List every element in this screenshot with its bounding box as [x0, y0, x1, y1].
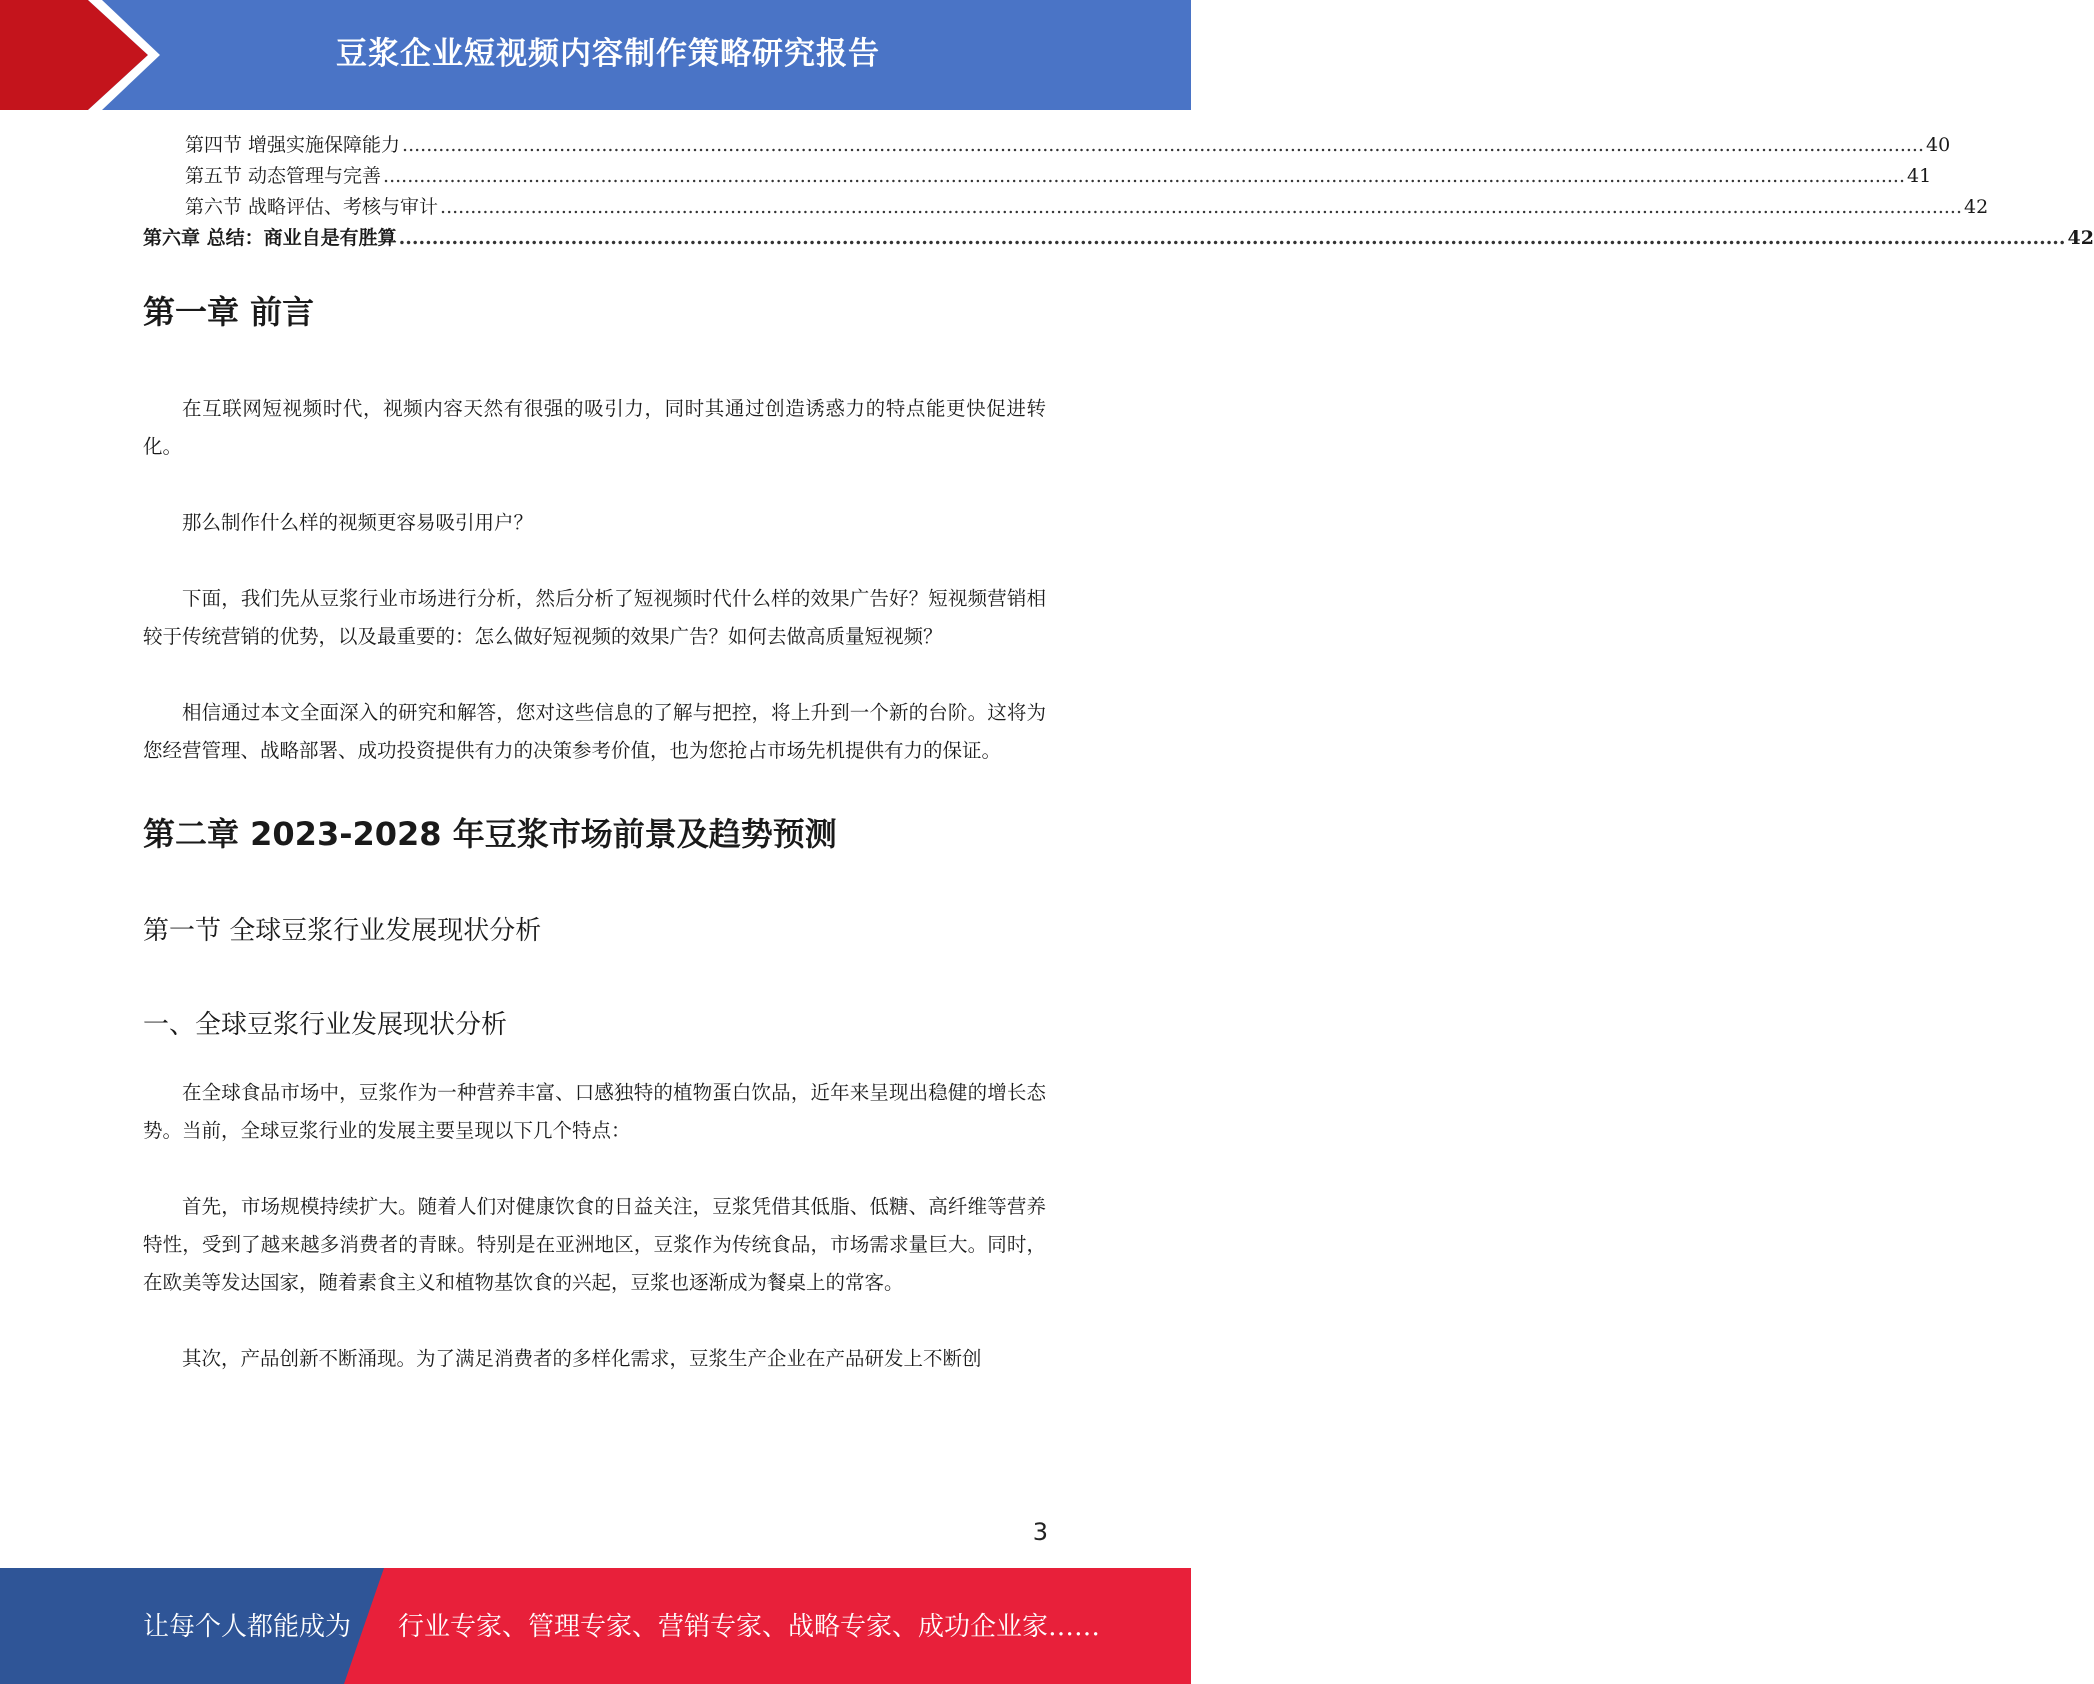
paragraph: 在全球食品市场中，豆浆作为一种营养丰富、口感独特的植物蛋白饮品，近年来呈现出稳健的增长态势。当前，全球豆浆行业的发展主要呈现以下几个特点： — [143, 1081, 1046, 1142]
paragraph: 下面，我们先从豆浆行业市场进行分析，然后分析了短视频时代什么样的效果广告好？短视频营销相较于传统营销的优势，以及最重要的：怎么做好短视频的效果广告？如何去做高质量短视频？ — [143, 587, 1046, 648]
footer-slogan-right: 行业专家、管理专家、营销专家、战略专家、成功企业家…… — [398, 1612, 1101, 1642]
paragraph: 相信通过本文全面深入的研究和解答，您对这些信息的了解与把控，将上升到一个新的台阶。这将为您经营管理、战略部署、成功投资提供有力的决策参考价值，也为您抢占市场先机提供有力的保证。 — [143, 701, 1046, 762]
toc-entry-page: 40 — [1926, 134, 1951, 156]
toc-dot-leader: ............................................................................................................................................................................................................................................................ — [440, 196, 1963, 218]
report-title: 豆浆企业短视频内容制作策略研究报告 — [336, 36, 880, 72]
toc-chapter-entry[interactable] — [143, 223, 2094, 254]
paragraph: 那么制作什么样的视频更容易吸引用户？ — [182, 511, 534, 534]
toc-dot-leader: ............................................................................................................................................................................................................................................................ — [383, 165, 1906, 187]
page-number: 3 — [1032, 1518, 1048, 1546]
chapter-heading: 第一章 前言 — [143, 293, 315, 331]
paragraph: 其次，产品创新不断涌现。为了满足消费者的多样化需求，豆浆生产企业在产品研发上不断创 — [182, 1347, 982, 1370]
toc-dot-leader: ............................................................................................................................................................................................................................................................ — [398, 227, 2066, 249]
footer-banner — [0, 1568, 1191, 1684]
section-heading: 第一节 全球豆浆行业发展现状分析 — [143, 916, 542, 946]
subsection-heading: 一、全球豆浆行业发展现状分析 — [143, 1010, 508, 1040]
paragraph: 在互联网短视频时代，视频内容天然有很强的吸引力，同时其通过创造诱惑力的特点能更快促进转化。 — [143, 397, 1046, 458]
toc-entry-label: 第五节 动态管理与完善 — [185, 165, 382, 187]
toc-entry-label: 第六章 总结：商业自是有胜算 — [143, 227, 397, 249]
toc-dot-leader: ............................................................................................................................................................................................................................................................ — [402, 134, 1925, 156]
table-of-contents — [143, 130, 2094, 254]
toc-entry-label: 第六节 战略评估、考核与审计 — [185, 196, 439, 218]
toc-entry[interactable] — [143, 192, 1989, 223]
paragraph: 首先，市场规模持续扩大。随着人们对健康饮食的日益关注，豆浆凭借其低脂、低糖、高纤维等营养特性，受到了越来越多消费者的青睐。特别是在亚洲地区，豆浆作为传统食品，市场需求量巨大。同时，在欧美等发达国家，随着素食主义和植物基饮食的兴起，豆浆也逐渐成为餐桌上的常客。 — [143, 1195, 1046, 1294]
header-banner — [0, 0, 1191, 110]
toc-entry-label: 第四节 增强实施保障能力 — [185, 134, 401, 156]
footer-slogan-left: 让每个人都能成为 — [143, 1612, 352, 1642]
toc-entry[interactable] — [143, 130, 1951, 161]
toc-entry-page: 42 — [2067, 227, 2094, 249]
document-body — [143, 290, 1046, 1378]
toc-entry-page: 42 — [1964, 196, 1989, 218]
toc-entry-page: 41 — [1907, 165, 1932, 187]
chapter-heading: 第二章 2023-2028 年豆浆市场前景及趋势预测 — [143, 815, 837, 853]
toc-entry[interactable] — [143, 161, 1932, 192]
